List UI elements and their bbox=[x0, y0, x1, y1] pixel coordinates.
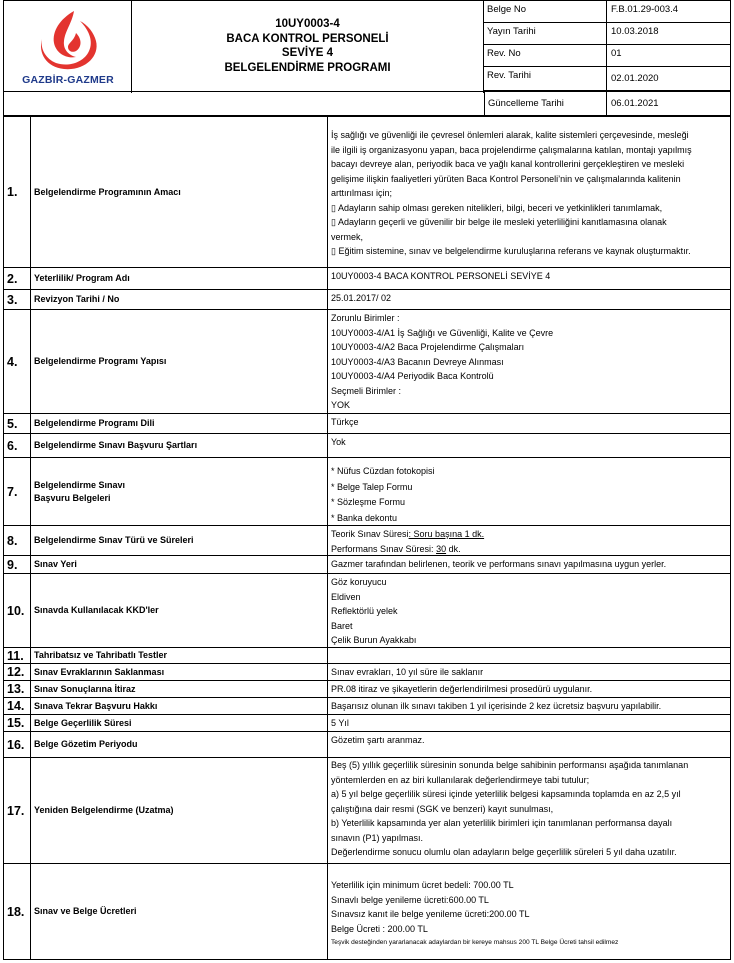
row-value bbox=[328, 758, 730, 863]
value-line: gelişime ilişkin faaliyetleri yürüten Baca Kontrol Personeli’nin ve çalışmalarında kalitenin bbox=[331, 173, 681, 184]
value-line: 10UY0003-4 BACA KONTROL PERSONELİ SEVİYE 4 bbox=[331, 271, 551, 281]
row-number: 4. bbox=[4, 310, 31, 413]
value-line: Gözetim şartı aranmaz. bbox=[331, 735, 425, 745]
value-line: Sınavlı belge yenileme ücreti:600.00 TL bbox=[331, 894, 489, 905]
meta-key: Belge No bbox=[484, 1, 607, 22]
performance-duration bbox=[331, 542, 727, 557]
fee-note: Teşvik desteğinden yararlanacak adaylardan bir kereye mahsus 200 TL Belge Ücreti tahsil edilmez bbox=[331, 939, 619, 946]
row-label: Sınav Yeri bbox=[31, 556, 328, 573]
label-line: Belgelendirme Sınavı bbox=[34, 479, 126, 490]
meta-value: 01 bbox=[611, 48, 622, 59]
meta-value: F.B.01.29-003.4 bbox=[611, 4, 679, 15]
meta-row-rev-tarihi bbox=[484, 67, 730, 91]
row-label: Belgelendirme Programının Amacı bbox=[31, 117, 328, 267]
table-row bbox=[3, 574, 731, 648]
value-line: Reflektörlü yelek bbox=[331, 606, 398, 616]
label-line: Başvuru Belgeleri bbox=[34, 492, 111, 503]
row-value bbox=[328, 458, 730, 525]
value-line: Yeterlilik için minimum ücret bedeli: 700.00 TL bbox=[331, 880, 514, 890]
row-value bbox=[328, 434, 730, 457]
theory-duration bbox=[331, 527, 727, 542]
row-label: Belgelendirme Programı Dili bbox=[31, 414, 328, 433]
table-row bbox=[3, 310, 731, 414]
value-line: vermek, bbox=[331, 231, 364, 242]
value-line: YOK bbox=[331, 400, 351, 410]
value-line: Gazmer tarafından belirlenen, teorik ve performans sınavı yapılmasına uygun yerler. bbox=[331, 559, 667, 569]
value-line: Başarısız olunan ilk sınavı takiben 1 yıl içerisinde 2 kez ücretsiz başvuru yapılabilir. bbox=[331, 701, 662, 711]
document-header bbox=[3, 0, 731, 92]
table-row bbox=[3, 664, 731, 681]
value-line: Beş (5) yıllık geçerlilik süresinin sonunda belge sahibinin performansı aşağıda tanımlanan bbox=[331, 760, 689, 770]
value-line: * Sözleşme Formu bbox=[331, 497, 406, 507]
update-row bbox=[3, 92, 731, 116]
row-number: 18. bbox=[4, 864, 31, 959]
value-line: sınavın (P1) yapılması. bbox=[331, 832, 424, 843]
value-line: 10UY0003-4/A1 İş Sağlığı ve Güvenliği, Kalite ve Çevre bbox=[331, 327, 554, 338]
row-number: 10. bbox=[4, 574, 31, 647]
title-line: 10UY0003-4 bbox=[275, 18, 340, 30]
value-line: ▯ Eğitim sistemine, sınav ve belgelendirme kuruluşlarına referans ve kaynak oluşturmaktır. bbox=[331, 246, 691, 256]
value-line: 25.01.2017/ 02 bbox=[331, 293, 392, 303]
table-row bbox=[3, 698, 731, 715]
value-line: * Belge Talep Formu bbox=[331, 481, 413, 492]
value-line: Belge Ücreti : 200.00 TL bbox=[331, 923, 428, 934]
value-line: 10UY0003-4/A4 Periyodik Baca Kontrolü bbox=[331, 371, 494, 381]
row-number: 1. bbox=[4, 117, 31, 267]
text: : Soru başına 1 dk. bbox=[408, 529, 485, 539]
value-line: ile ilgili iş organizasyonu yapan, baca projelendirme çalışmalarına katılan, montajı yapılmış bbox=[331, 144, 692, 155]
meta-key: Rev. Tarihi bbox=[484, 67, 607, 90]
table-row bbox=[3, 556, 731, 574]
table-row bbox=[3, 414, 731, 434]
row-label: Tahribatsız ve Tahribatlı Testler bbox=[31, 648, 328, 663]
table-row bbox=[3, 715, 731, 732]
row-number: 2. bbox=[4, 268, 31, 289]
text: Performans Sınav Süresi bbox=[331, 543, 432, 554]
value-line: Seçmeli Birimler : bbox=[331, 385, 402, 396]
row-number: 11. bbox=[4, 648, 31, 663]
table-row bbox=[3, 458, 731, 526]
row-label: Belge Geçerlilik Süresi bbox=[31, 715, 328, 731]
row-label bbox=[31, 458, 328, 525]
row-value bbox=[328, 681, 730, 697]
row-number: 6. bbox=[4, 434, 31, 457]
row-label: Belgelendirme Sınav Türü ve Süreleri bbox=[31, 526, 328, 555]
row-number: 13. bbox=[4, 681, 31, 697]
title-line: BACA KONTROL PERSONELİ bbox=[226, 32, 389, 45]
row-number: 5. bbox=[4, 414, 31, 433]
meta-key: Rev. No bbox=[484, 45, 607, 66]
table-row bbox=[3, 648, 731, 664]
row-number: 3. bbox=[4, 290, 31, 309]
meta-value: 10.03.2018 bbox=[611, 26, 659, 37]
meta-value: 06.01.2021 bbox=[611, 98, 659, 109]
value-line: Türkçe bbox=[331, 417, 359, 427]
row-number: 16. bbox=[4, 732, 31, 757]
row-value bbox=[328, 648, 730, 663]
row-label: Belgelendirme Sınavı Başvuru Şartları bbox=[31, 434, 328, 457]
value-line: arttırılması için; bbox=[331, 188, 393, 198]
title-line: BELGELENDİRME PROGRAMI bbox=[224, 61, 391, 74]
row-label: Sınav Evraklarının Saklanması bbox=[31, 664, 328, 680]
value-line: yöntemlerden en az biri kullanılarak değerlendirmeye tabi tutulur; bbox=[331, 774, 590, 785]
value-line: 5 Yıl bbox=[331, 718, 349, 728]
value-line: 10UY0003-4/A3 Bacanın Devreye Alınması bbox=[331, 356, 504, 367]
table-row bbox=[3, 526, 731, 556]
value-line: Eldiven bbox=[331, 591, 361, 602]
value-line: 10UY0003-4/A2 Baca Projelendirme Çalışmaları bbox=[331, 342, 525, 352]
value-line: bacayı devreye alan, periyodik baca ve yağlı kanal kontrollerini gerçekleştiren ve mesleki bbox=[331, 159, 685, 169]
row-value bbox=[328, 414, 730, 433]
row-label: Yeniden Belgelendirme (Uzatma) bbox=[31, 758, 328, 863]
value-line: * Banka dekontu bbox=[331, 512, 398, 523]
value-line: Değerlendirme sonucu olumlu olan adayların belge geçerlilik süreleri 5 yıl daha uzatılır. bbox=[331, 847, 677, 857]
value-line: İş sağlığı ve güvenliği ile çevresel önlemleri alarak, kalite sistemleri çerçevesinde, mesleği bbox=[331, 130, 689, 140]
title-line: SEVİYE 4 bbox=[281, 47, 334, 59]
row-label: Revizyon Tarihi / No bbox=[31, 290, 328, 309]
value-line: a) 5 yıl belge geçerlilik süresi içinde yeterlilik belgesi kapsamında toplamda en az 2,5 yıl bbox=[331, 789, 681, 799]
row-label: Belge Gözetim Periyodu bbox=[31, 732, 328, 757]
row-label: Sınava Tekrar Başvuru Hakkı bbox=[31, 698, 328, 714]
meta-value: 02.01.2020 bbox=[611, 73, 659, 84]
meta-key: Yayın Tarihi bbox=[484, 23, 607, 44]
row-value bbox=[328, 268, 730, 289]
row-number: 9. bbox=[4, 556, 31, 573]
value-line: Baret bbox=[331, 620, 353, 631]
row-number: 14. bbox=[4, 698, 31, 714]
value-line: Sınavsız kanıt ile belge yenileme ücreti:200.00 TL bbox=[331, 909, 530, 919]
table-row bbox=[3, 681, 731, 698]
table-row bbox=[3, 268, 731, 290]
document-title bbox=[132, 1, 484, 93]
table-row bbox=[3, 434, 731, 458]
row-value bbox=[328, 864, 730, 959]
table-row bbox=[3, 864, 731, 960]
text: dk. bbox=[446, 543, 461, 554]
row-number: 7. bbox=[4, 458, 31, 525]
text: 30 bbox=[436, 543, 447, 554]
row-value bbox=[328, 574, 730, 647]
table-row bbox=[3, 732, 731, 758]
value-line: Göz koruyucu bbox=[331, 577, 387, 587]
meta-row-rev-no bbox=[484, 45, 730, 67]
meta-row-belge-no bbox=[484, 1, 730, 23]
value-line: b) Yeterlilik kapsamında yer alan yeterlilik birimleri için tanımlanan performansa dayalı bbox=[331, 818, 673, 828]
logo-text: GAZBİR-GAZMER bbox=[22, 74, 114, 86]
table-row bbox=[3, 758, 731, 864]
row-value bbox=[328, 117, 730, 267]
row-number: 12. bbox=[4, 664, 31, 680]
table-row bbox=[3, 290, 731, 310]
row-value bbox=[328, 526, 730, 555]
row-value bbox=[328, 290, 730, 309]
row-value bbox=[328, 715, 730, 731]
text: Teorik Sınav Süresi bbox=[331, 529, 409, 539]
value-line: Yok bbox=[331, 437, 346, 447]
row-label: Yeterlilik/ Program Adı bbox=[31, 268, 328, 289]
value-line: Çelik Burun Ayakkabı bbox=[331, 635, 417, 645]
row-number: 15. bbox=[4, 715, 31, 731]
row-value bbox=[328, 664, 730, 680]
row-label: Sınavda Kullanılacak KKD'ler bbox=[31, 574, 328, 647]
value-line: Sınav evrakları, 10 yıl süre ile saklanır bbox=[331, 667, 484, 677]
row-label: Sınav ve Belge Ücretleri bbox=[31, 864, 328, 959]
flame-logo-icon bbox=[30, 9, 106, 71]
value-line: çalıştığına dair resmi (SGK ve benzeri) kayıt sunulması, bbox=[331, 803, 554, 814]
row-value bbox=[328, 556, 730, 573]
row-number: 8. bbox=[4, 526, 31, 555]
text: : bbox=[431, 543, 437, 554]
row-label: Sınav Sonuçlarına İtiraz bbox=[31, 681, 328, 697]
meta-key: Güncelleme Tarihi bbox=[484, 92, 607, 115]
row-value bbox=[328, 698, 730, 714]
table-row bbox=[3, 116, 731, 268]
value-line: Zorunlu Birimler : bbox=[331, 313, 400, 323]
row-value bbox=[328, 310, 730, 413]
logo bbox=[4, 1, 132, 93]
value-line: ▯ Adayların geçerli ve güvenilir bir belge ile mesleki yeterliliğini kanıtlamasına olanak bbox=[331, 217, 667, 227]
row-number: 17. bbox=[4, 758, 31, 863]
value-line: PR.08 itiraz ve şikayetlerin değerlendirilmesi prosedürü uygulanır. bbox=[331, 684, 593, 694]
row-label: Belgelendirme Programı Yapısı bbox=[31, 310, 328, 413]
value-line: ▯ Adayların sahip olması gereken nitelikleri, bilgi, beceri ve yetkinlikleri tanımlamak, bbox=[331, 202, 663, 213]
document bbox=[3, 0, 731, 960]
row-value bbox=[328, 732, 730, 757]
value-line: * Nüfus Cüzdan fotokopisi bbox=[331, 466, 435, 476]
meta-row-yayin-tarihi bbox=[484, 23, 730, 45]
